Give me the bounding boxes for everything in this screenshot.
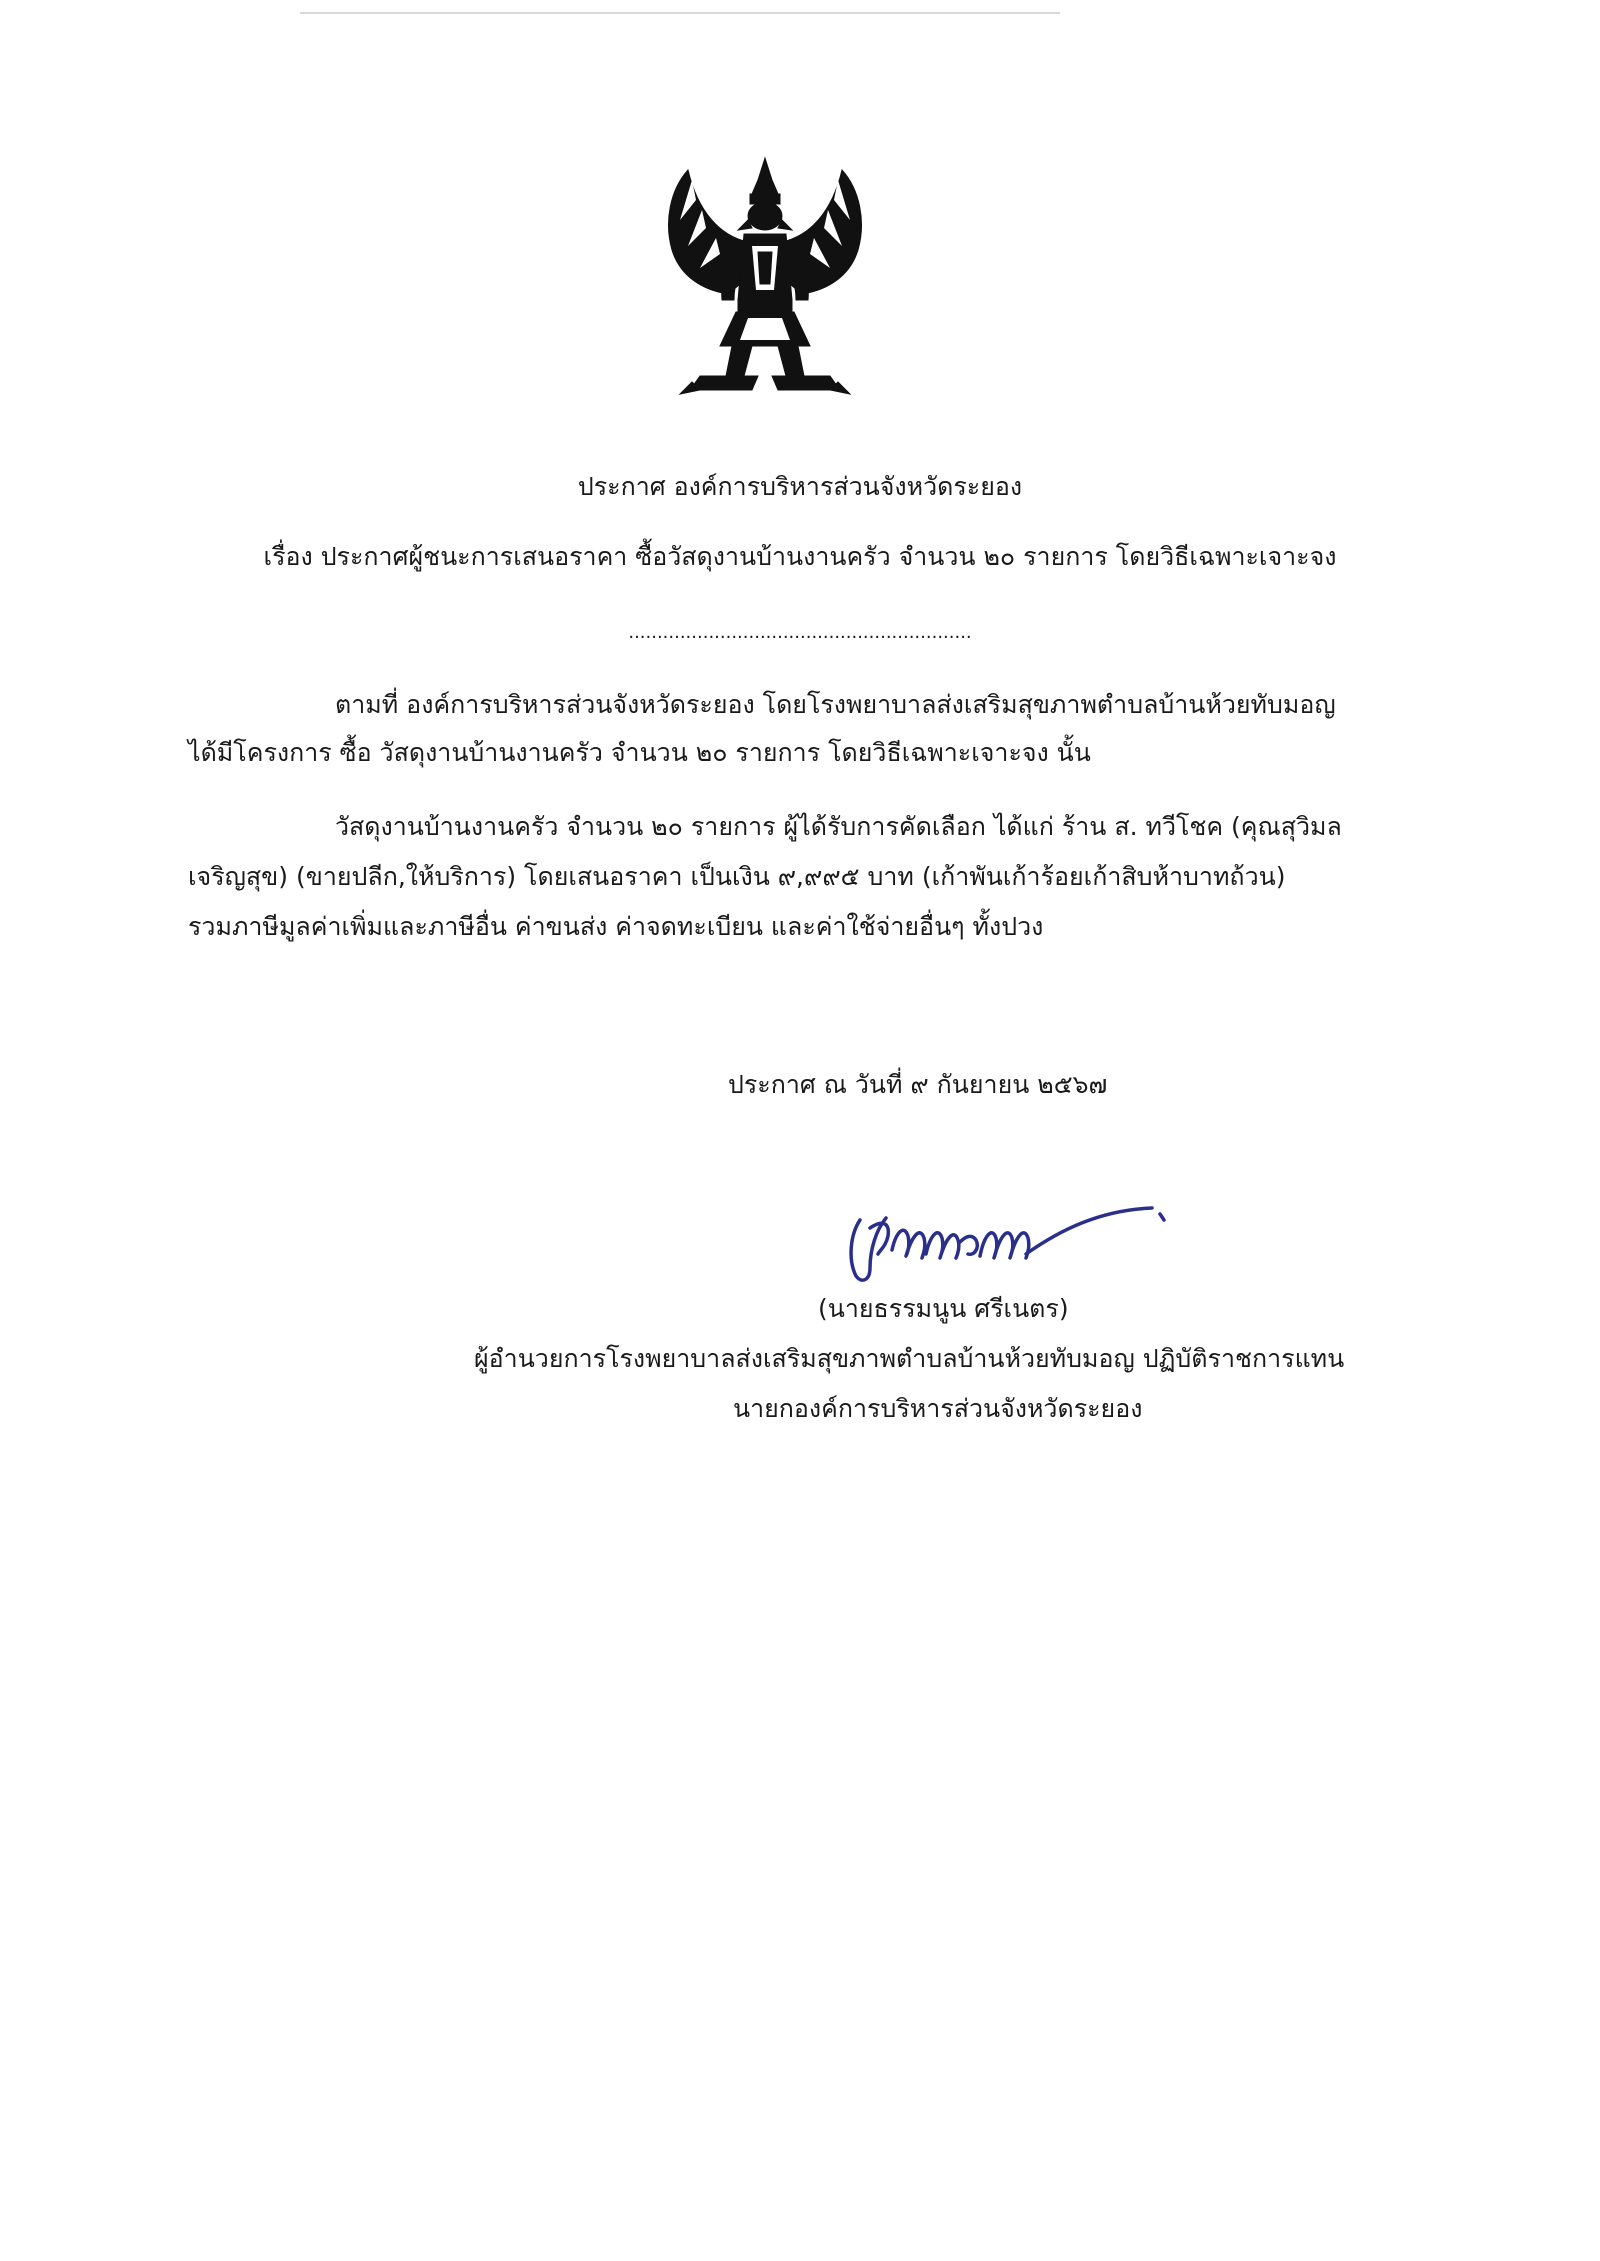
announcement-title: ประกาศ องค์การบริหารส่วนจังหวัดระยอง [577, 472, 1023, 501]
scan-edge-line [300, 12, 1060, 14]
paragraph1-line1: ตามที่ องค์การบริหารส่วนจังหวัดระยอง โดยโรงพยาบาลส่งเสริมสุขภาพตำบลบ้านห้วยทับมอญ [335, 690, 1336, 719]
paragraph2-line1: วัสดุงานบ้านงานครัว จำนวน ๒๐ รายการ ผู้ได้รับการคัดเลือก ได้แก่ ร้าน ส. ทวีโชค (คุณสุวิมล [335, 812, 1342, 841]
signatory-name: (นายธรรมนูน ศรีเนตร) [818, 1294, 1069, 1323]
garuda-emblem-icon [640, 150, 890, 400]
paragraph2-line3: รวมภาษีมูลค่าเพิ่มและภาษีอื่น ค่าขนส่ง ค่าจดทะเบียน และค่าใช้จ่ายอื่นๆ ทั้งปวง [188, 912, 1044, 941]
signatory-position-line2: นายกองค์การบริหารส่วนจังหวัดระยอง [733, 1394, 1143, 1423]
paragraph2-line2: เจริญสุข) (ขายปลีก,ให้บริการ) โดยเสนอราคา เป็นเงิน ๙,๙๙๕ บาท (เก้าพันเก้าร้อยเก้าสิบห้าบาทถ้วน) [188, 862, 1286, 891]
handwritten-signature [830, 1180, 1170, 1290]
signatory-position-line1: ผู้อำนวยการโรงพยาบาลส่งเสริมสุขภาพตำบลบ้านห้วยทับมอญ ปฏิบัติราชการแทน [474, 1344, 1345, 1373]
paragraph1-line2: ได้มีโครงการ ซื้อ วัสดุงานบ้านงานครัว จำนวน ๒๐ รายการ โดยวิธีเฉพาะเจาะจง นั้น [188, 738, 1091, 767]
dotted-divider: ............................................................ [628, 622, 972, 643]
announcement-subject: เรื่อง ประกาศผู้ชนะการเสนอราคา ซื้อวัสดุงานบ้านงานครัว จำนวน ๒๐ รายการ โดยวิธีเฉพาะเจาะจง [263, 542, 1337, 571]
announcement-date: ประกาศ ณ วันที่ ๙ กันยายน ๒๕๖๗ [728, 1070, 1108, 1099]
